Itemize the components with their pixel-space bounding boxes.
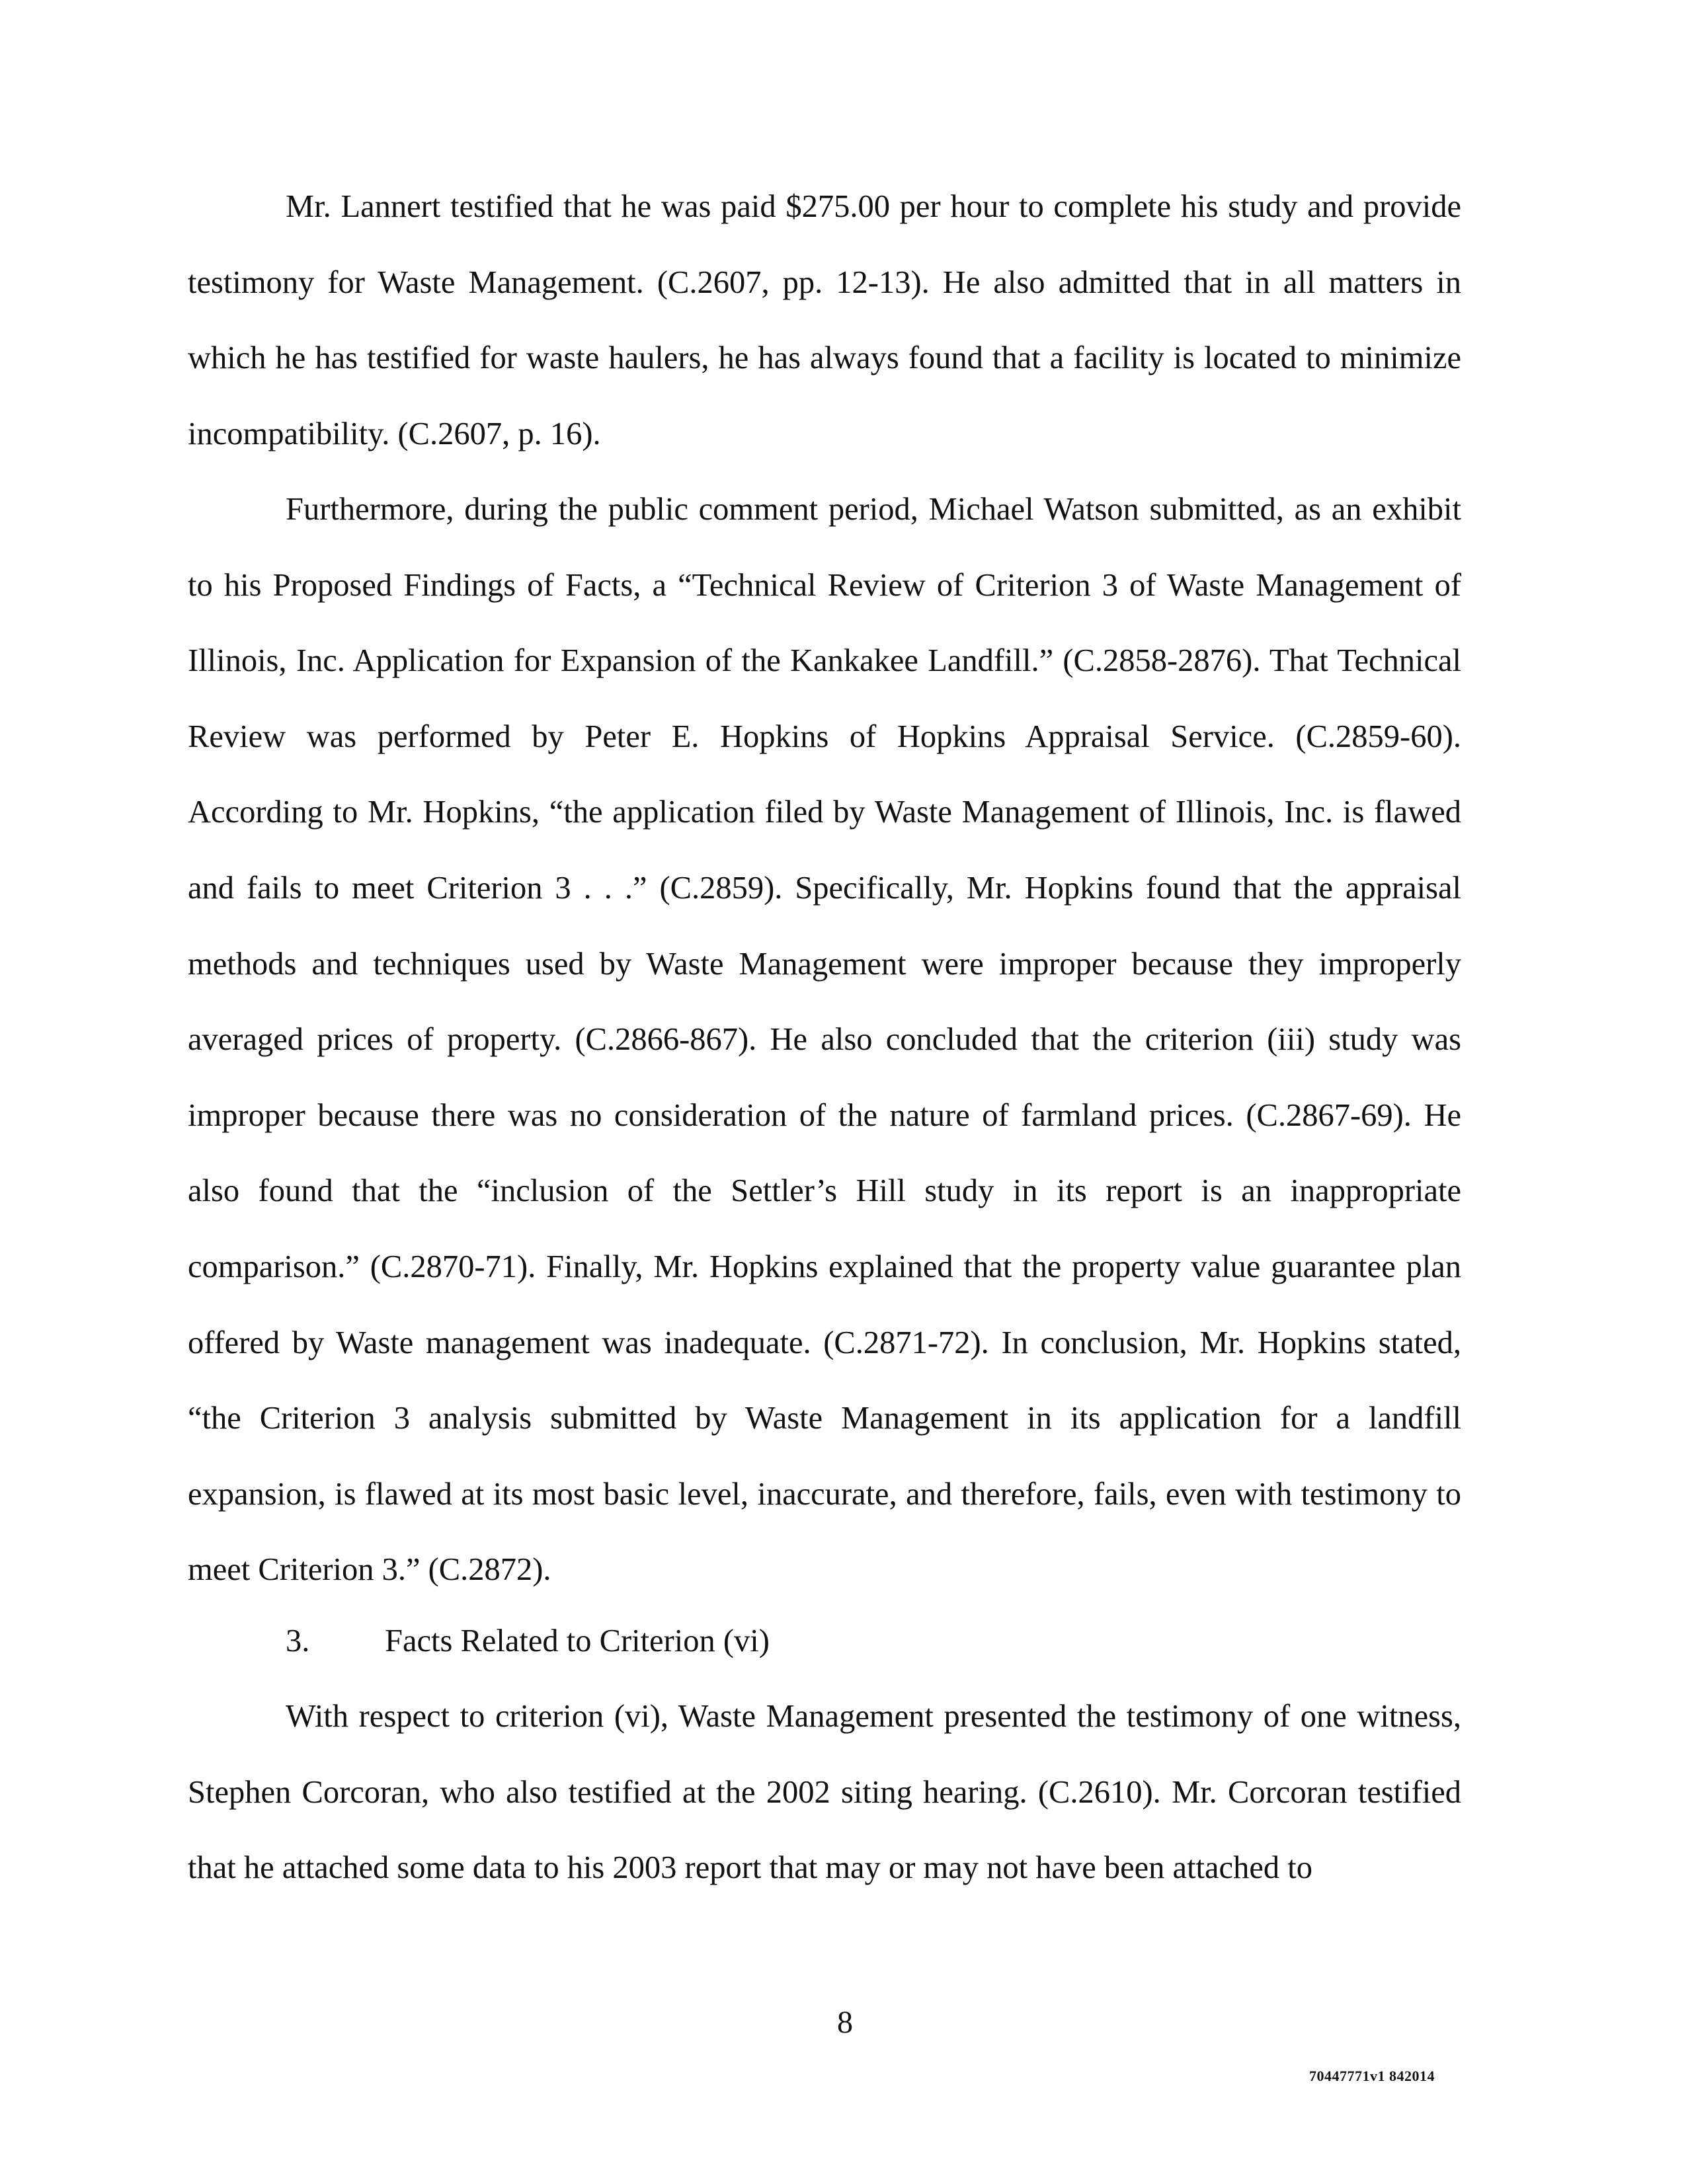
paragraph-corcoran-testimony: With respect to criterion (vi), Waste Management presented the testimony of one witness, Stephen Corcoran, who also testified at the 2002 siting hearing. (C.2610). Mr. Corcoran testified that he attached some data to his 2003 report that may or may not have been attached to: [188, 1699, 1461, 1886]
paragraph-hopkins-technical-review: Furthermore, during the public comment period, Michael Watson submitted, as an exhibit to his Proposed Findings of Facts, a “Technical Review of Criterion 3 of Waste Management of Illinois, Inc. Application for Expansion of the Kankakee Landfill.” (C.2858-2876). That Technical Review was performed by Peter E. Hopkins of Hopkins Appraisal Service. (C.2859-60). According to Mr. Hopkins, “the application filed by Waste Management of Illinois, Inc. is flawed and fails to meet Criterion 3 . . .” (C.2859). Specifically, Mr. Hopkins found that the appraisal methods and techniques used by Waste Management were improper because they improperly averaged prices of property. (C.2866-867). He also concluded that the criterion (iii) study was improper because there was no consideration of the nature of farmland prices. (C.2867-69). He also found that the “inclusion of the Settler’s Hill study in its report is an inappropriate comparison.” (C.2870-71). Finally, Mr. Hopkins explained that the property value guarantee plan offered by Waste management was inadequate. (C.2871-72). In conclusion, Mr. Hopkins stated, “the Criterion 3 analysis submitted by Waste Management in its application for a landfill expansion, is flawed at its most basic level, inaccurate, and therefore, fails, even with testimony to meet Criterion 3.” (C.2872).: [188, 492, 1461, 1588]
section-number: 3.: [286, 1623, 310, 1658]
paragraph-lannert-testimony: Mr. Lannert testified that he was paid $275.00 per hour to complete his study and provide testimony for Waste Management. (C.2607, pp. 12-13). He also admitted that in all matters in which he has testified for waste haulers, he has always found that a facility is located to minimize incompatibility. (C.2607, p. 16).: [188, 189, 1461, 451]
document-id: 70447771v1 842014: [1309, 2068, 1435, 2084]
section-title: Facts Related to Criterion (vi): [385, 1623, 770, 1658]
section-heading-criterion-vi: [286, 1604, 770, 1680]
page-number: 8: [837, 2005, 853, 2040]
